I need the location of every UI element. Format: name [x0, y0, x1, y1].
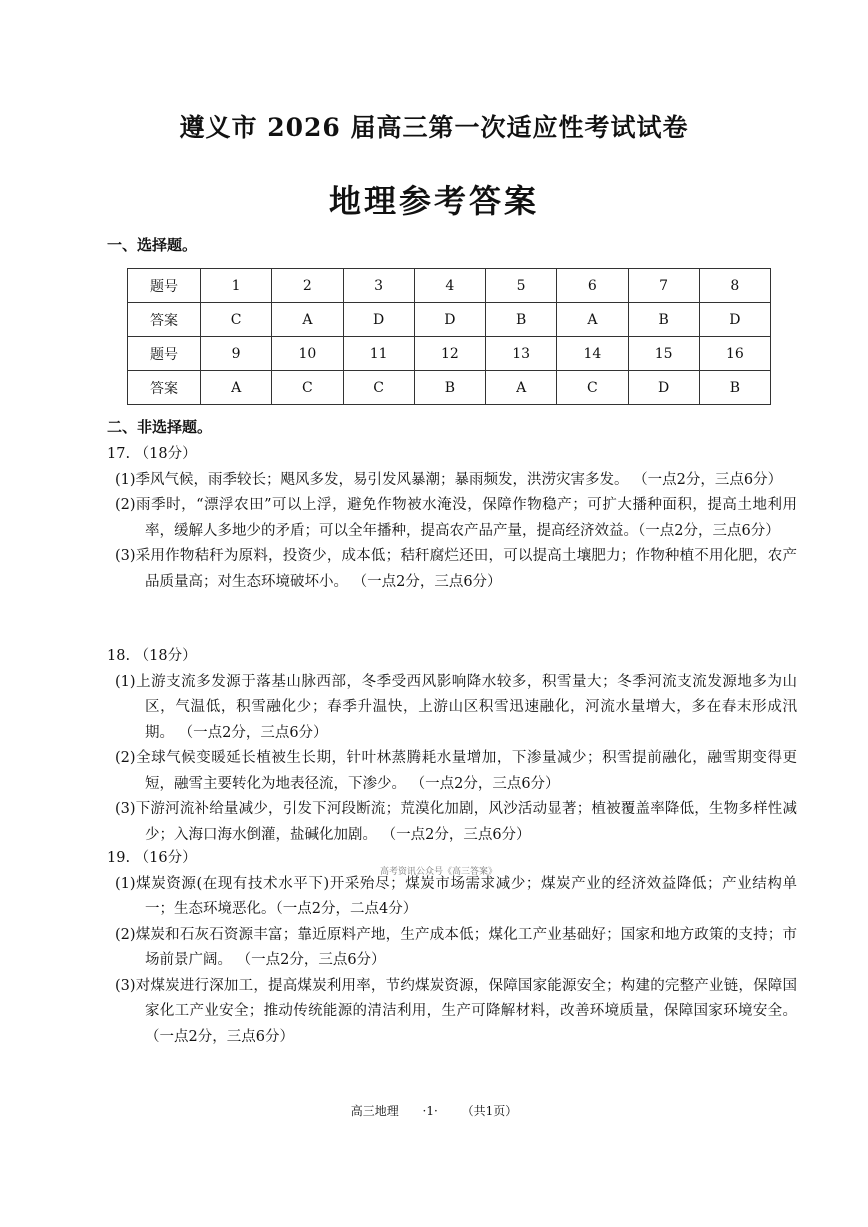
question-number: 8 [699, 269, 770, 303]
answer-cell: C [343, 371, 414, 405]
answer-item: (1)煤炭资源(在现有技术水平下)开采殆尽；煤炭市场需求减少；煤炭产业的经济效益降低；产业结构单一；生态环境恶化。（一点2分，二点4分） [115, 875, 797, 917]
question-number: 2 [272, 269, 343, 303]
answer-item: (2)煤炭和石灰石资源丰富；靠近原料产地，生产成本低；煤化工产业基础好；国家和地方政策的支持；市场前景广阔。 （一点2分，三点6分） [115, 926, 797, 968]
question-label: 17. （18分） [107, 446, 197, 462]
question-number: 6 [557, 269, 628, 303]
answer-item: (3)下游河流补给量减少，引发下河段断流；荒漠化加剧，风沙活动显著；植被覆盖率降低，生物多样性减少；入海口海水倒灌，盐碱化加剧。 （一点2分，三点6分） [115, 801, 797, 843]
row-label: 题号 [128, 337, 201, 371]
question-number: 1 [201, 269, 272, 303]
table-row [128, 303, 771, 337]
question-number: 11 [343, 337, 414, 371]
answer-cell: C [272, 371, 343, 405]
answer-item: (3)采用作物秸秆为原料，投资少，成本低；秸秆腐烂还田，可以提高土壤肥力；作物种植不用化肥，农产品质量高；对生态环境破坏小。 （一点2分，三点6分） [115, 548, 797, 590]
answer-cell: A [557, 303, 628, 337]
section2-heading: 二、非选择题。 [107, 418, 213, 436]
question-number: 3 [343, 269, 414, 303]
answer-cell: D [414, 303, 485, 337]
answer-cell: A [201, 371, 272, 405]
exam-title: 遵义市 2026 届高三第一次适应性考试试卷 [179, 113, 689, 142]
answer-cell: C [557, 371, 628, 405]
answer-cell: A [272, 303, 343, 337]
page-footer [0, 1102, 868, 1119]
subject-title: 地理参考答案 [328, 182, 539, 220]
question-number: 13 [486, 337, 557, 371]
answer-cell: C [201, 303, 272, 337]
question-18 [107, 644, 797, 848]
answer-item: (1)上游支流多发源于落基山脉西部，冬季受西风影响降水较多，积雪量大；冬季河流支流发源地多为山区，气温低，积雪融化少；春季升温快，上游山区积雪迅速融化，河流水量增大，多在春末形成汛期。 （一点2分，三点6分） [115, 673, 797, 741]
question-number: 16 [699, 337, 770, 371]
answer-cell: B [486, 303, 557, 337]
question-number: 9 [201, 337, 272, 371]
section1-heading: 一、选择题。 [107, 236, 198, 254]
watermark-text: 高考资讯公众号《高三答案》 [380, 867, 498, 877]
row-label: 答案 [128, 371, 201, 405]
question-number: 5 [486, 269, 557, 303]
question-number: 7 [628, 269, 699, 303]
answer-item: (2)全球气候变暖延长植被生长期，针叶林蒸腾耗水量增加，下渗量减少；积雪提前融化，融雪期变得更短，融雪主要转化为地表径流，下渗少。 （一点2分，三点6分） [115, 750, 797, 792]
footer-page-total: （共1页） [461, 1104, 518, 1118]
footer-subject: 高三地理 [350, 1104, 399, 1118]
question-17 [107, 442, 797, 595]
row-label: 答案 [128, 303, 201, 337]
answer-item: (1)季风气候，雨季较长；飓风多发，易引发风暴潮；暴雨频发，洪涝灾害多发。 （一点2分，三点6分） [115, 471, 783, 488]
answer-cell: B [628, 303, 699, 337]
answer-item: (2)雨季时，“漂浮农田”可以上浮，避免作物被水淹没，保障作物稳产；可扩大播种面积，提高土地利用率，缓解人多地少的矛盾；可以全年播种，提高农产品产量，提高经济效益。（一点2分，三点6分） [115, 497, 797, 539]
answer-cell: B [414, 371, 485, 405]
question-19 [107, 846, 797, 1050]
answer-cell: D [343, 303, 414, 337]
question-number: 15 [628, 337, 699, 371]
choice-answer-table [127, 268, 771, 405]
question-label: 19. （16分） [107, 850, 197, 866]
question-number: 12 [414, 337, 485, 371]
table-row [128, 337, 771, 371]
answer-cell: D [628, 371, 699, 405]
question-number: 4 [414, 269, 485, 303]
table-row [128, 371, 771, 405]
table-row [128, 269, 771, 303]
answer-item: (3)对煤炭进行深加工，提高煤炭利用率，节约煤炭资源，保障国家能源安全；构建的完整产业链，保障国家化工产业安全；推动传统能源的清洁利用，生产可降解材料，改善环境质量，保障国家环境安全。（一点2分，三点6分） [115, 977, 797, 1045]
answer-cell: B [699, 371, 770, 405]
question-number: 14 [557, 337, 628, 371]
question-number: 10 [272, 337, 343, 371]
answer-cell: D [699, 303, 770, 337]
footer-page-number: ·1· [422, 1104, 438, 1118]
row-label: 题号 [128, 269, 201, 303]
question-label: 18. （18分） [107, 648, 197, 664]
answer-cell: A [486, 371, 557, 405]
